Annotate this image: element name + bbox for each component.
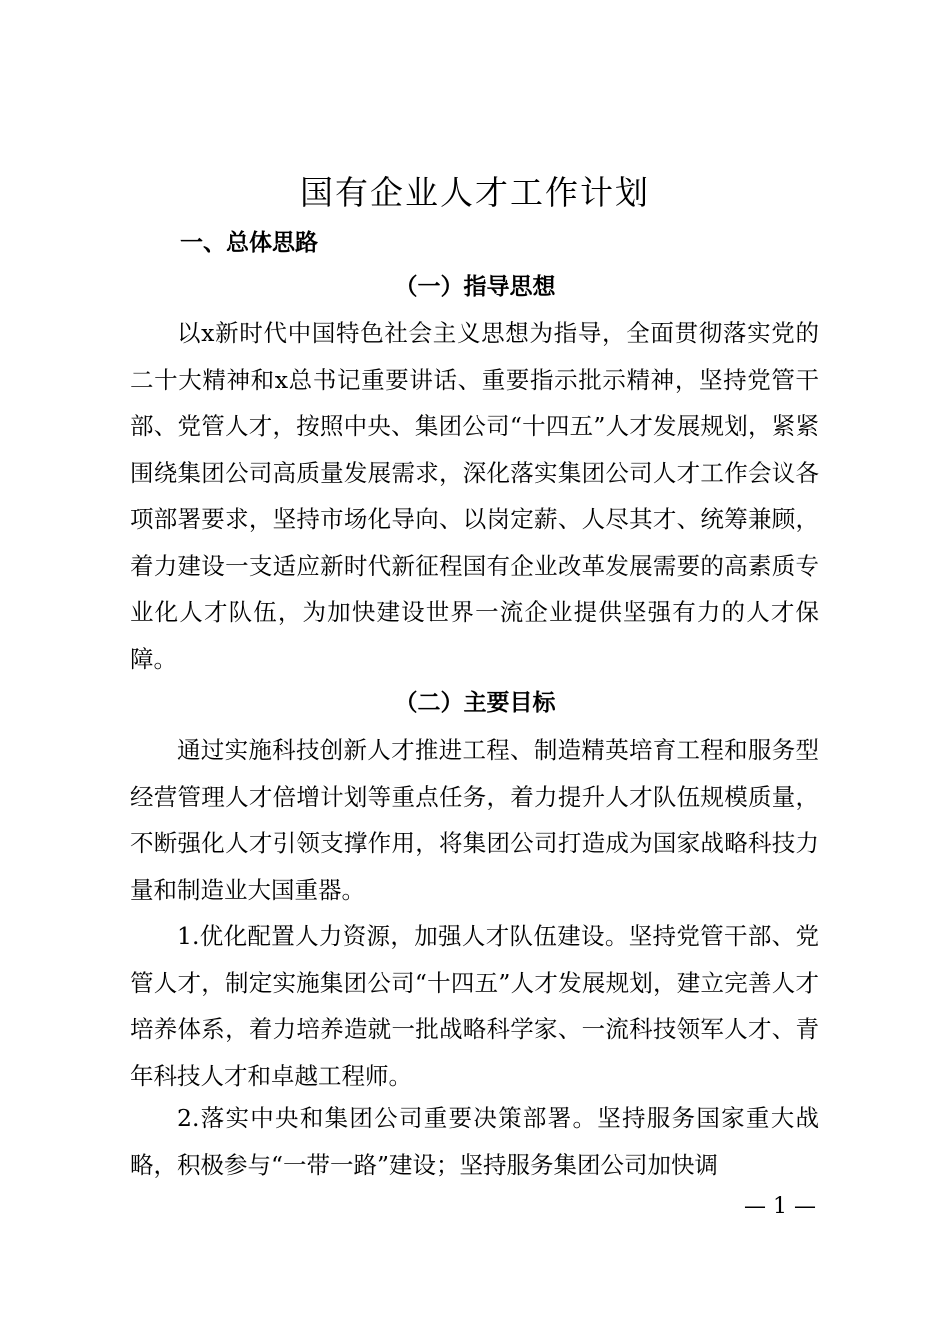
paragraph-item-2: 2.落实中央和集团公司重要决策部署。坚持服务国家重大战略，积极参与“一带一路”建设；坚持服务集团公司加快调 [130,1104,819,1179]
paragraph-item-1: 1.优化配置人力资源，加强人才队伍建设。坚持党管干部、党管人才，制定实施集团公司“十四五”人才发展规划，建立完善人才培养体系，着力培养造就一批战略科学家、一流科技领军人才、青年科技人才和卓越工程师。 [130,922,819,1090]
paragraph-guiding-ideology: 以x新时代中国特色社会主义思想为指导，全面贯彻落实党的二十大精神和x总书记重要讲话、重要指示批示精神，坚持党管干部、党管人才，按照中央、集团公司“十四五”人才发展规划，紧紧围绕集团公司高质量发展需求，深化落实集团公司人才工作会议各项部署要求，坚持市场化导向、以岗定薪、人尽其才、统筹兼顾，着力建设一支适应新时代新征程国有企业改革发展需要的高素质专业化人才队伍，为加快建设世界一流企业提供坚强有力的人才保障。 [130,319,819,673]
document-title: 国有企业人才工作计划 [300,173,650,212]
paragraph-main-goals: 通过实施科技创新人才推进工程、制造精英培育工程和服务型经营管理人才倍增计划等重点任务，着力提升人才队伍规模质量，不断强化人才引领支撑作用，将集团公司打造成为国家战略科技力量和制造业大国重器。 [130,736,819,904]
subsection-heading-main-goals: （二）主要目标 [394,689,556,716]
section-heading-overall-approach: 一、总体思路 [180,230,318,256]
page-number: — 1 — [744,1194,816,1219]
subsection-heading-guiding-ideology: （一）指导思想 [394,273,556,300]
